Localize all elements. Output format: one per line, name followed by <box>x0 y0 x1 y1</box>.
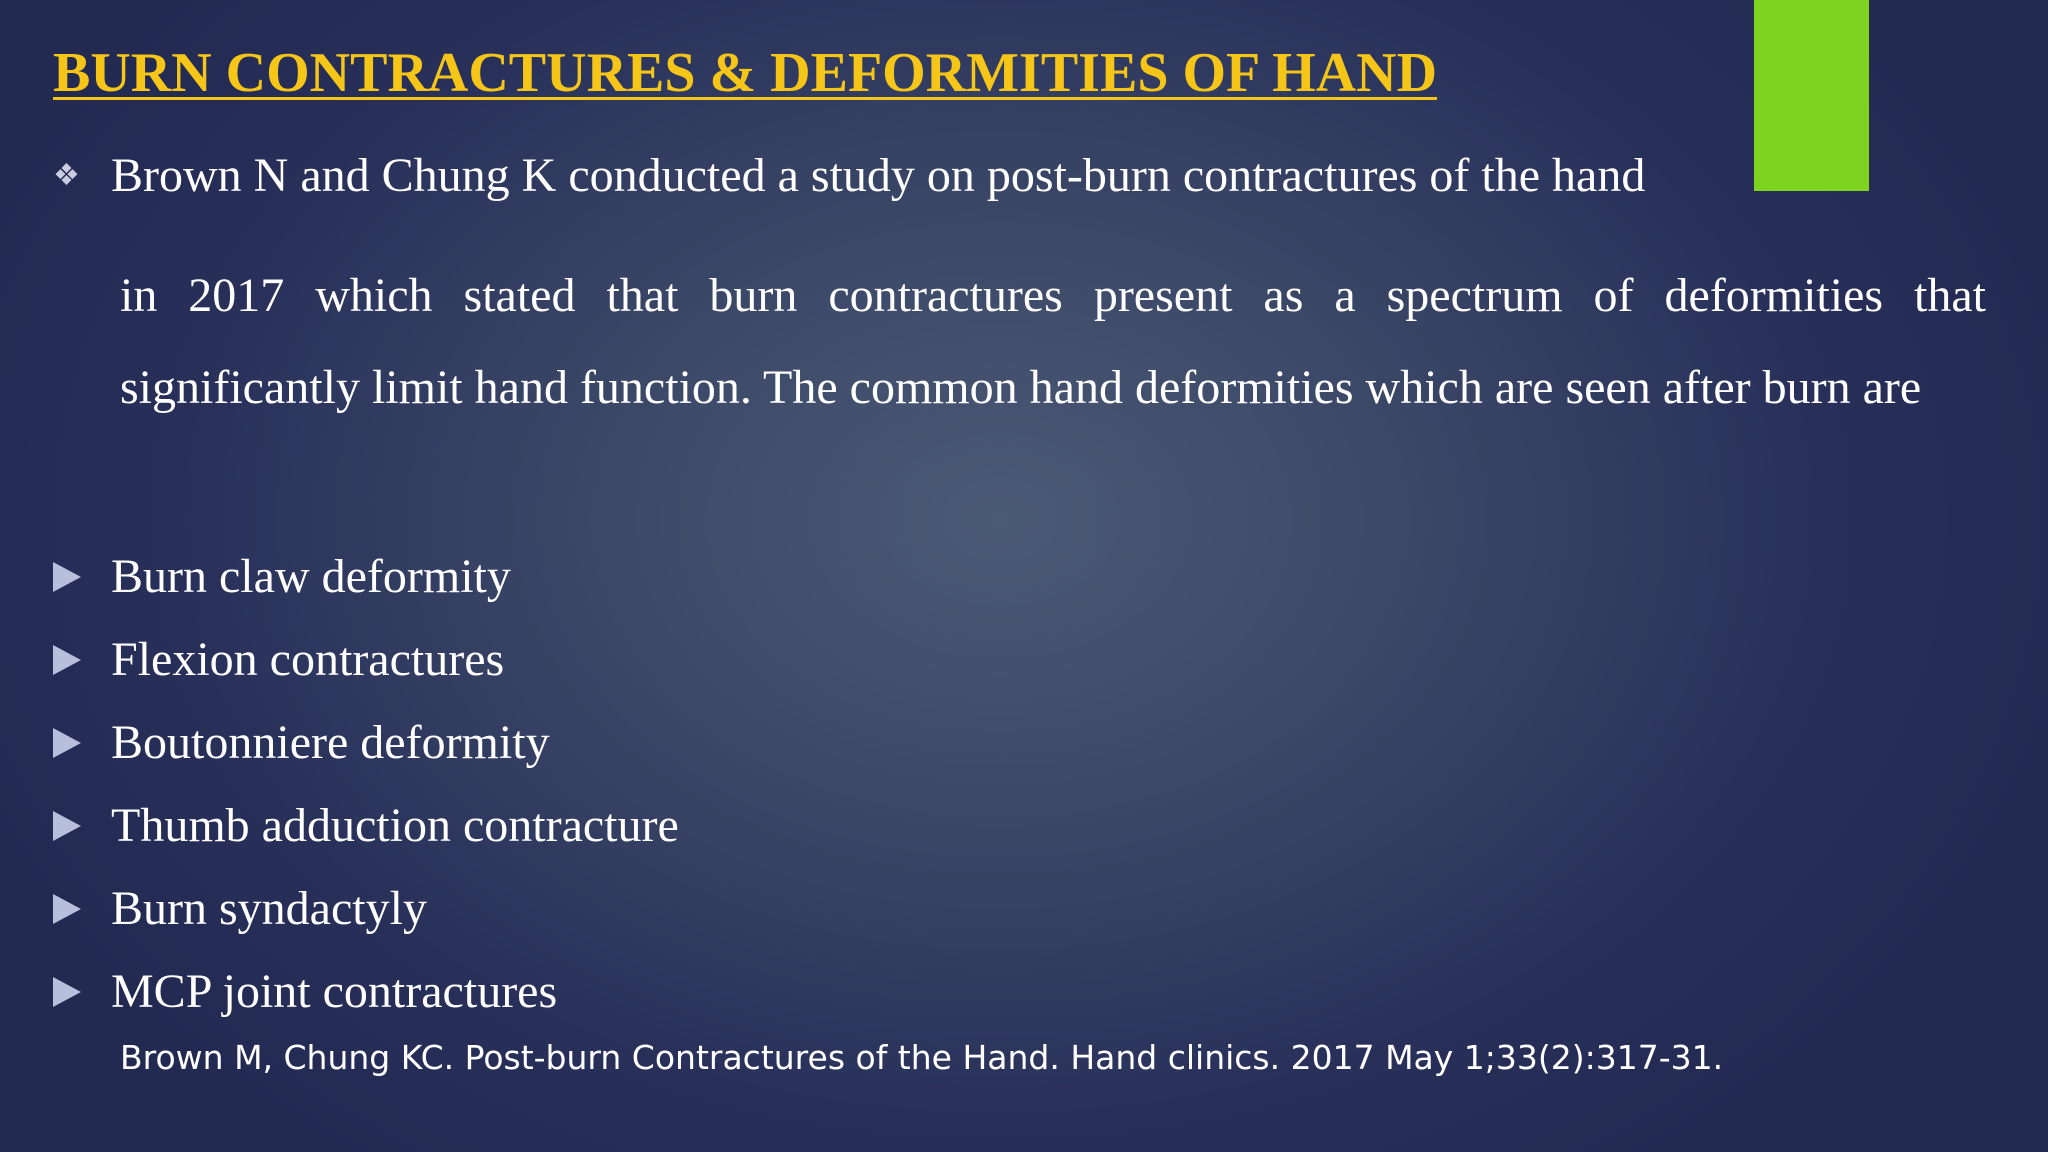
green-accent-bar <box>1754 0 1869 191</box>
intro-text-first-line: Brown N and Chung K conducted a study on post-burn contractures of the hand <box>111 149 1646 202</box>
list-item-label: Thumb adduction contracture <box>111 799 679 852</box>
list-item-label: MCP joint contractures <box>111 965 558 1018</box>
list-item-label: Burn claw deformity <box>111 550 511 603</box>
list-item <box>53 701 679 784</box>
list-item-label: Boutonniere deformity <box>111 716 550 769</box>
list-item <box>53 867 679 950</box>
deformity-list <box>53 535 679 1033</box>
list-item-label: Burn syndactyly <box>111 882 427 935</box>
triangle-bullet-icon <box>53 811 81 841</box>
list-item <box>53 535 679 618</box>
list-item <box>53 950 679 1033</box>
triangle-bullet-icon <box>53 977 81 1007</box>
diamond-bullet-icon: ❖ <box>53 159 80 192</box>
intro-paragraph-continuation: in 2017 which stated that burn contractures present as a spectrum of deformities that significantly limit hand function. The common hand deformities which are seen after burn are <box>120 269 1986 414</box>
triangle-bullet-icon <box>53 645 81 675</box>
list-item-label: Flexion contractures <box>111 633 505 686</box>
list-item <box>53 784 679 867</box>
list-item <box>53 618 679 701</box>
triangle-bullet-icon <box>53 728 81 758</box>
triangle-bullet-icon <box>53 894 81 924</box>
reference-citation: Brown M, Chung KC. Post-burn Contractures of the Hand. Hand clinics. 2017 May 1;33(2):317-31. <box>120 1038 1724 1077</box>
triangle-bullet-icon <box>53 562 81 592</box>
slide-title: BURN CONTRACTURES & DEFORMITIES OF HAND <box>53 42 1438 104</box>
intro-paragraph-first-line <box>53 143 1645 209</box>
